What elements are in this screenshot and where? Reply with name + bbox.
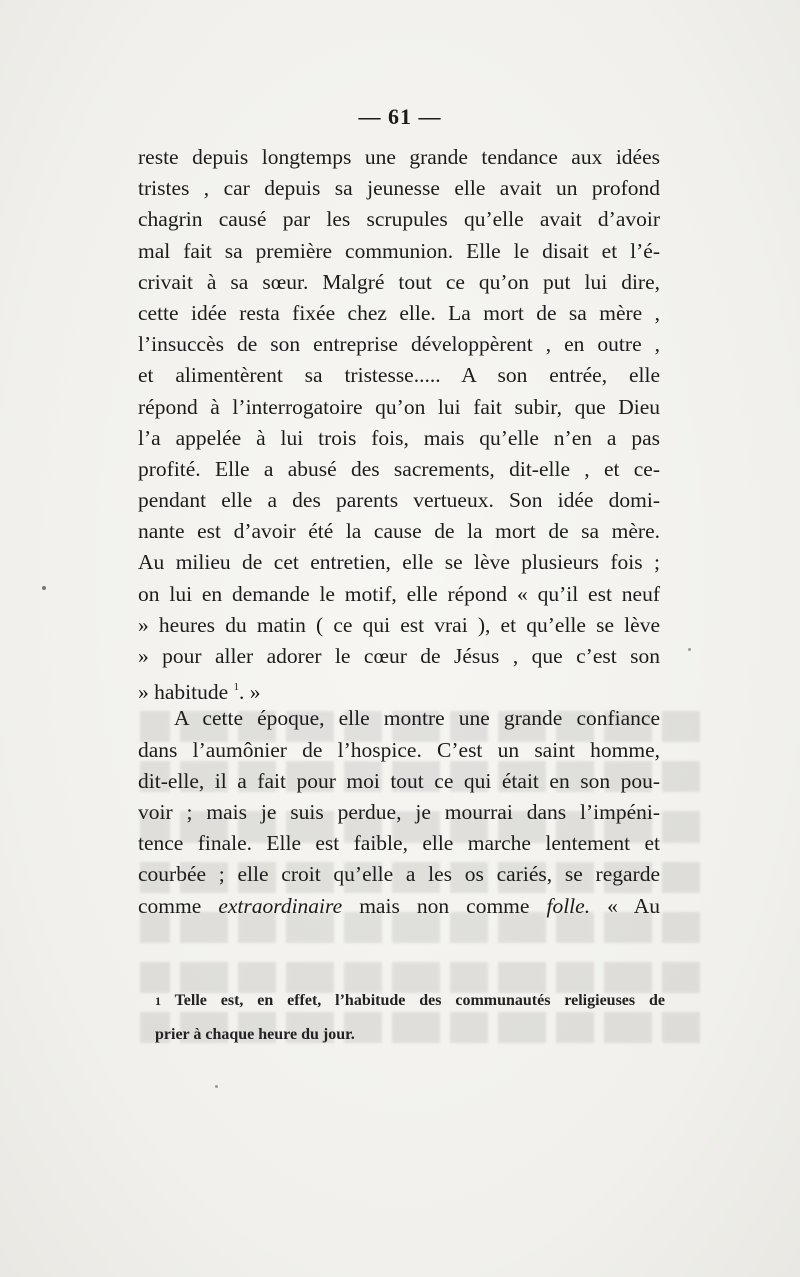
paper-speck bbox=[688, 648, 691, 651]
text-line: crivait à sa sœur. Malgré tout ce qu’on put lui dire, bbox=[138, 269, 660, 294]
last-prefix: comme bbox=[138, 893, 202, 918]
text-line: dans l’aumônier de l’hospice. C’est un saint homme, bbox=[138, 737, 660, 762]
footnote-line-1 bbox=[155, 984, 665, 1018]
text-line: on lui en demande le motif, elle répond « qu’il est neuf bbox=[138, 581, 660, 606]
text-line: tence finale. Elle est faible, elle marche lentement et bbox=[138, 831, 660, 856]
text-line-habitude bbox=[138, 672, 660, 703]
paper-speck bbox=[42, 586, 46, 590]
text-line: Au milieu de cet entretien, elle se lève plusieurs fois ; bbox=[138, 550, 660, 575]
habitude-text: » habitude bbox=[138, 680, 229, 705]
text-line: » pour aller adorer le cœur de Jésus , que c’est son bbox=[138, 644, 660, 668]
body-text bbox=[138, 142, 660, 922]
text-line: mal fait sa première communion. Elle le disait et l’é- bbox=[138, 238, 660, 263]
text-line: » heures du matin ( ce qui est vrai ), et qu’elle se lève bbox=[138, 612, 660, 637]
paper-speck bbox=[215, 1085, 218, 1088]
italic-extraordinaire: extraordinaire bbox=[218, 893, 343, 918]
footnote-ref: 1 bbox=[233, 681, 240, 694]
paragraph-start-line: A cette époque, elle montre une grande confiance bbox=[174, 706, 660, 731]
text-line: reste depuis longtemps une grande tendance aux idées bbox=[138, 145, 660, 169]
footnote bbox=[155, 984, 665, 1051]
habitude-tail: . » bbox=[239, 680, 261, 705]
text-line: nante est d’avoir été la cause de la mort de sa mère. bbox=[138, 519, 660, 544]
text-line: voir ; mais je suis perdue, je mourrai dans l’impéni- bbox=[138, 799, 660, 824]
text-line: courbée ; elle croit qu’elle a les os cariés, se regarde bbox=[138, 862, 660, 887]
footnote-marker: 1 bbox=[155, 994, 161, 1008]
text-line: tristes , car depuis sa jeunesse elle avait un profond bbox=[138, 176, 660, 201]
text-line: dit-elle, il a fait pour moi tout ce qui était en son pou- bbox=[138, 768, 660, 793]
text-line: l’insuccès de son entreprise développèrent , en outre , bbox=[138, 332, 660, 357]
italic-folle: folle. bbox=[546, 893, 591, 918]
text-line: cette idée resta fixée chez elle. La mort de sa mère , bbox=[138, 300, 660, 325]
last-middle: mais non comme bbox=[359, 893, 530, 918]
footnote-text-1: Telle est, en effet, l’habitude des communautés religieuses de bbox=[174, 992, 665, 1009]
text-line: profité. Elle a abusé des sacrements, dit-elle , et ce- bbox=[138, 456, 660, 481]
text-line: chagrin causé par les scrupules qu’elle avait d’avoir bbox=[138, 207, 660, 232]
text-line-last bbox=[138, 891, 660, 922]
last-suffix: « Au bbox=[607, 893, 661, 918]
text-line: l’a appelée à lui trois fois, mais qu’elle n’en a pas bbox=[138, 425, 660, 450]
footnote-line-2: prier à chaque heure du jour. bbox=[155, 1026, 355, 1043]
text-line: pendant elle a des parents vertueux. Son idée domi- bbox=[138, 488, 660, 513]
page-number: — 61 — bbox=[358, 104, 442, 129]
text-line: répond à l’interrogatoire qu’on lui fait subir, que Dieu bbox=[138, 394, 660, 419]
text-line: et alimentèrent sa tristesse..... A son entrée, elle bbox=[138, 363, 660, 388]
